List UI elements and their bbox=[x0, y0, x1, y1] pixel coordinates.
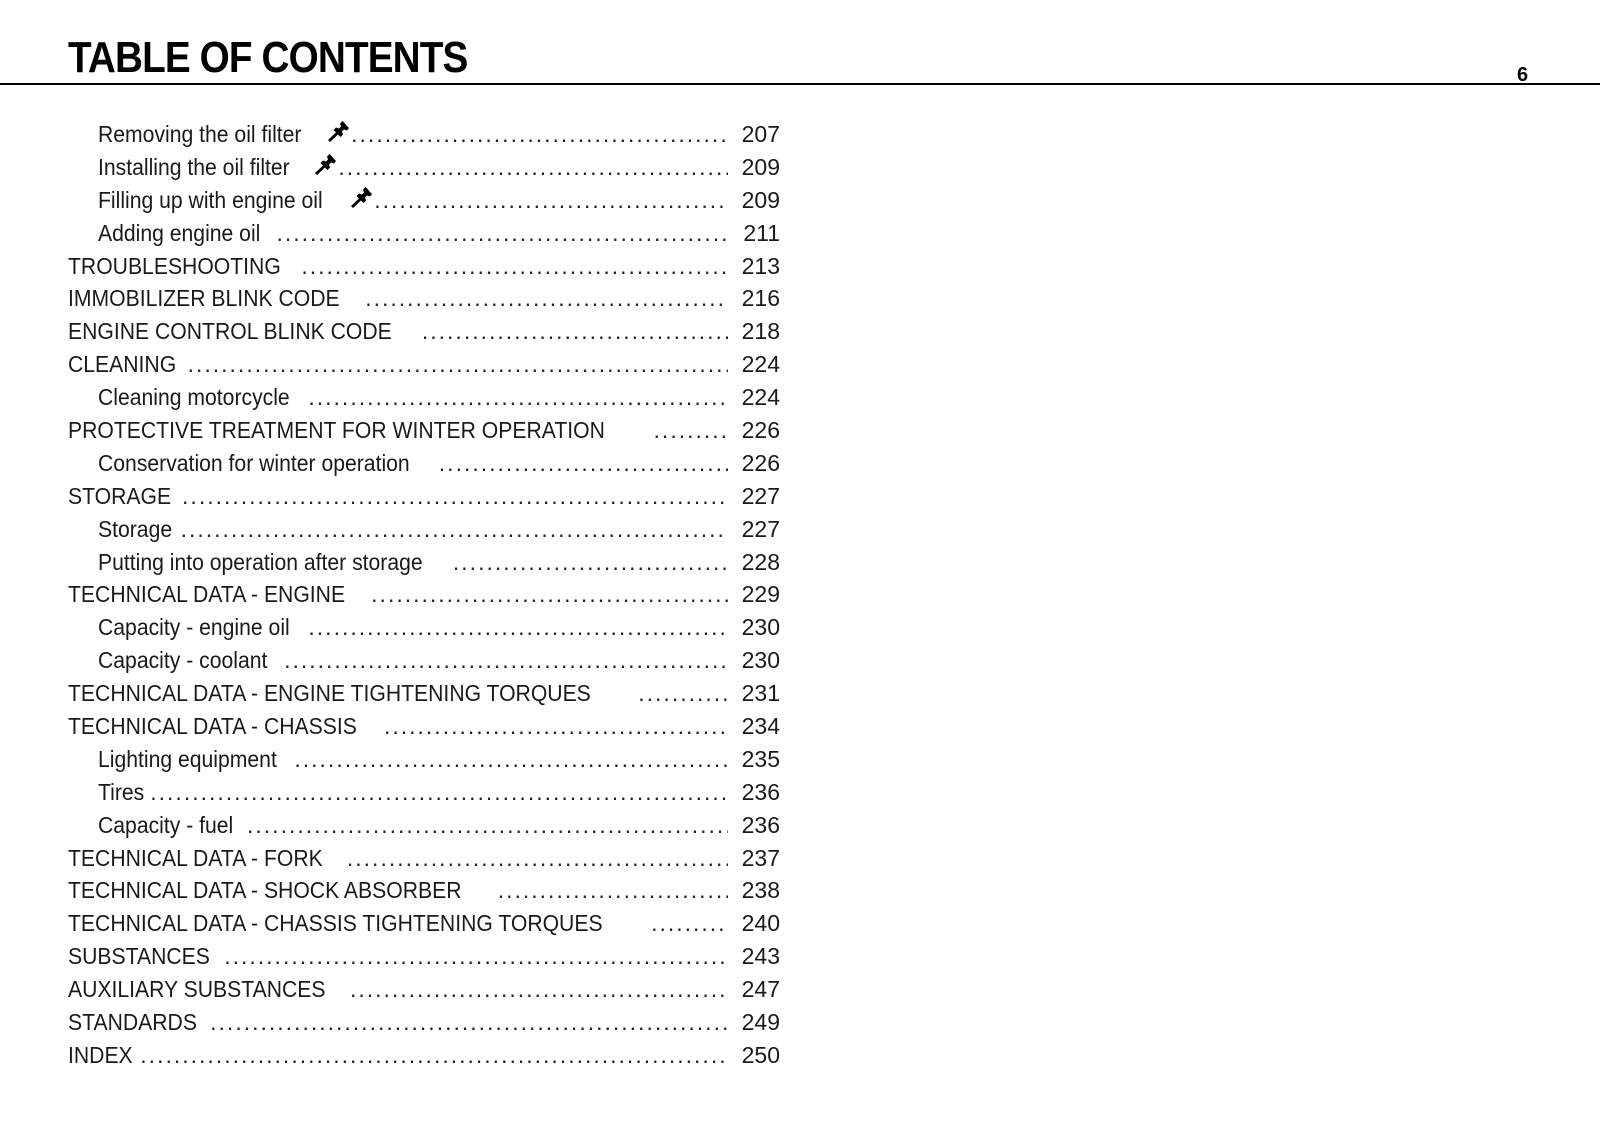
toc-entry-page: 224 bbox=[741, 351, 780, 378]
toc-entry[interactable] bbox=[68, 907, 780, 940]
dot-leader bbox=[247, 809, 728, 841]
dot-leader bbox=[384, 710, 728, 742]
dot-leader bbox=[422, 315, 728, 347]
toc-entry-label: STORAGE bbox=[68, 482, 172, 509]
dot-leader bbox=[365, 282, 728, 314]
dot-leader bbox=[453, 546, 728, 578]
toc-entry-label: IMMOBILIZER BLINK CODE bbox=[68, 285, 340, 312]
toc-entry-page: 226 bbox=[741, 449, 780, 476]
toc-entry-label: Putting into operation after storage bbox=[98, 548, 423, 575]
toc-entry-page: 211 bbox=[743, 219, 780, 246]
dot-leader bbox=[654, 414, 728, 446]
toc-entry[interactable] bbox=[68, 250, 780, 283]
dot-leader bbox=[351, 118, 728, 150]
toc-entry-label: Lighting equipment bbox=[98, 745, 277, 772]
page-header bbox=[0, 0, 1600, 86]
dot-leader bbox=[347, 842, 728, 874]
toc-entry[interactable] bbox=[68, 776, 780, 809]
toc-entry-page: 209 bbox=[741, 186, 780, 213]
dot-leader bbox=[284, 644, 728, 676]
toc-entry[interactable] bbox=[68, 743, 780, 776]
toc-entry-label: TECHNICAL DATA - CHASSIS TIGHTENING TORQUES bbox=[68, 910, 603, 937]
toc-entry-label: INDEX bbox=[68, 1041, 133, 1068]
dot-leader bbox=[651, 907, 728, 939]
toc-entry[interactable] bbox=[68, 1039, 780, 1072]
toc-entry[interactable] bbox=[68, 940, 780, 973]
wrench-icon bbox=[312, 151, 336, 173]
toc-entry[interactable] bbox=[68, 315, 780, 348]
toc-entry[interactable] bbox=[68, 151, 780, 184]
toc-entry-page: 238 bbox=[741, 877, 780, 904]
toc-entry-page: 236 bbox=[741, 811, 780, 838]
toc-entry-label: TECHNICAL DATA - SHOCK ABSORBER bbox=[68, 877, 462, 904]
toc-entry-label: Conservation for winter operation bbox=[98, 449, 410, 476]
toc-entry-label: ENGINE CONTROL BLINK CODE bbox=[68, 318, 392, 345]
toc-entry[interactable] bbox=[68, 611, 780, 644]
toc-entry-page: 218 bbox=[741, 318, 780, 345]
dot-leader bbox=[308, 381, 728, 413]
dot-leader bbox=[294, 743, 728, 775]
toc-entry[interactable] bbox=[68, 1006, 780, 1039]
toc-entry-label: TECHNICAL DATA - FORK bbox=[68, 844, 323, 871]
toc-entry[interactable] bbox=[68, 842, 780, 875]
toc-entry-label: SUBSTANCES bbox=[68, 943, 210, 970]
toc-entry-page: 207 bbox=[741, 121, 780, 147]
toc-entry-page: 230 bbox=[741, 614, 780, 641]
toc-entry-label: Storage bbox=[98, 515, 173, 542]
toc-entry[interactable] bbox=[68, 184, 780, 217]
dot-leader bbox=[150, 776, 728, 808]
page-title: TABLE OF CONTENTS bbox=[68, 33, 468, 82]
dot-leader bbox=[181, 513, 728, 545]
dot-leader bbox=[188, 348, 728, 380]
toc-entry-page: 237 bbox=[741, 844, 780, 871]
toc-entry[interactable] bbox=[68, 973, 780, 1006]
dot-leader bbox=[350, 973, 728, 1005]
toc-entry-label: Adding engine oil bbox=[98, 219, 261, 246]
toc-entry-page: 250 bbox=[741, 1041, 780, 1068]
toc-entry[interactable] bbox=[68, 381, 780, 414]
header-rule bbox=[0, 83, 1600, 85]
toc-entry-page: 230 bbox=[741, 647, 780, 674]
toc-entry-label: TECHNICAL DATA - ENGINE TIGHTENING TORQUES bbox=[68, 680, 591, 707]
toc-entry[interactable] bbox=[68, 809, 780, 842]
toc-entry[interactable] bbox=[68, 874, 780, 907]
toc-entry-page: 226 bbox=[741, 417, 780, 444]
dot-leader bbox=[638, 677, 728, 709]
toc-entry-label: Installing the oil filter bbox=[98, 153, 290, 180]
toc-entry-page: 224 bbox=[741, 384, 780, 411]
page-number: 6 bbox=[1517, 64, 1529, 86]
toc-entry[interactable] bbox=[68, 578, 780, 611]
dot-leader bbox=[439, 447, 728, 479]
toc-entry-label: Cleaning motorcycle bbox=[98, 384, 290, 411]
toc-entry-page: 236 bbox=[741, 778, 780, 805]
toc-entry-page: 231 bbox=[741, 680, 780, 707]
toc-entry-label: STANDARDS bbox=[68, 1009, 197, 1036]
wrench-icon bbox=[325, 118, 349, 140]
toc-entry-page: 243 bbox=[741, 943, 780, 970]
toc-entry-label: Tires bbox=[98, 778, 145, 805]
toc-entry[interactable] bbox=[68, 710, 780, 743]
toc-entry[interactable] bbox=[68, 414, 780, 447]
toc-entry-page: 234 bbox=[741, 713, 780, 740]
toc-entry[interactable] bbox=[68, 282, 780, 315]
toc-entry-page: 229 bbox=[741, 581, 780, 608]
dot-leader bbox=[140, 1039, 728, 1071]
toc-entry-page: 247 bbox=[741, 976, 780, 1003]
toc-entry-page: 235 bbox=[741, 745, 780, 772]
toc-entry-label: Filling up with engine oil bbox=[98, 186, 323, 213]
toc-list bbox=[68, 118, 780, 1072]
toc-entry-label: PROTECTIVE TREATMENT FOR WINTER OPERATION bbox=[68, 417, 605, 444]
toc-entry-label: Capacity - fuel bbox=[98, 811, 234, 838]
toc-entry-label: AUXILIARY SUBSTANCES bbox=[68, 976, 326, 1003]
toc-entry-label: Capacity - engine oil bbox=[98, 614, 290, 641]
wrench-icon bbox=[348, 184, 372, 206]
toc-entry-label: CLEANING bbox=[68, 351, 177, 378]
toc-entry-label: Capacity - coolant bbox=[98, 647, 268, 674]
toc-entry-label: TECHNICAL DATA - CHASSIS bbox=[68, 713, 357, 740]
dot-leader bbox=[308, 611, 728, 643]
toc-entry-label: Removing the oil filter bbox=[98, 121, 302, 147]
dot-leader bbox=[301, 250, 728, 282]
toc-entry-page: 227 bbox=[741, 482, 780, 509]
dot-leader bbox=[276, 217, 728, 249]
dot-leader bbox=[210, 1006, 728, 1038]
toc-entry[interactable] bbox=[68, 348, 780, 381]
toc-entry-page: 213 bbox=[741, 252, 780, 279]
dot-leader bbox=[498, 874, 728, 906]
dot-leader bbox=[182, 480, 728, 512]
toc-entry[interactable] bbox=[68, 677, 780, 710]
toc-entry-page: 240 bbox=[741, 910, 780, 937]
toc-entry[interactable] bbox=[68, 546, 780, 579]
toc-entry-page: 216 bbox=[741, 285, 780, 312]
dot-leader bbox=[224, 940, 728, 972]
toc-entry-page: 249 bbox=[741, 1009, 780, 1036]
dot-leader bbox=[374, 184, 728, 216]
toc-entry[interactable] bbox=[68, 447, 780, 480]
toc-entry[interactable] bbox=[68, 644, 780, 677]
toc-entry[interactable] bbox=[68, 513, 780, 546]
toc-entry[interactable] bbox=[68, 118, 780, 151]
toc-entry-page: 228 bbox=[741, 548, 780, 575]
dot-leader bbox=[338, 151, 728, 183]
toc-entry-label: TROUBLESHOOTING bbox=[68, 252, 281, 279]
dot-leader bbox=[371, 578, 728, 610]
toc-entry-page: 227 bbox=[741, 515, 780, 542]
toc-entry[interactable] bbox=[68, 217, 780, 250]
toc-entry[interactable] bbox=[68, 480, 780, 513]
toc-entry-page: 209 bbox=[741, 153, 780, 180]
toc-entry-label: TECHNICAL DATA - ENGINE bbox=[68, 581, 346, 608]
